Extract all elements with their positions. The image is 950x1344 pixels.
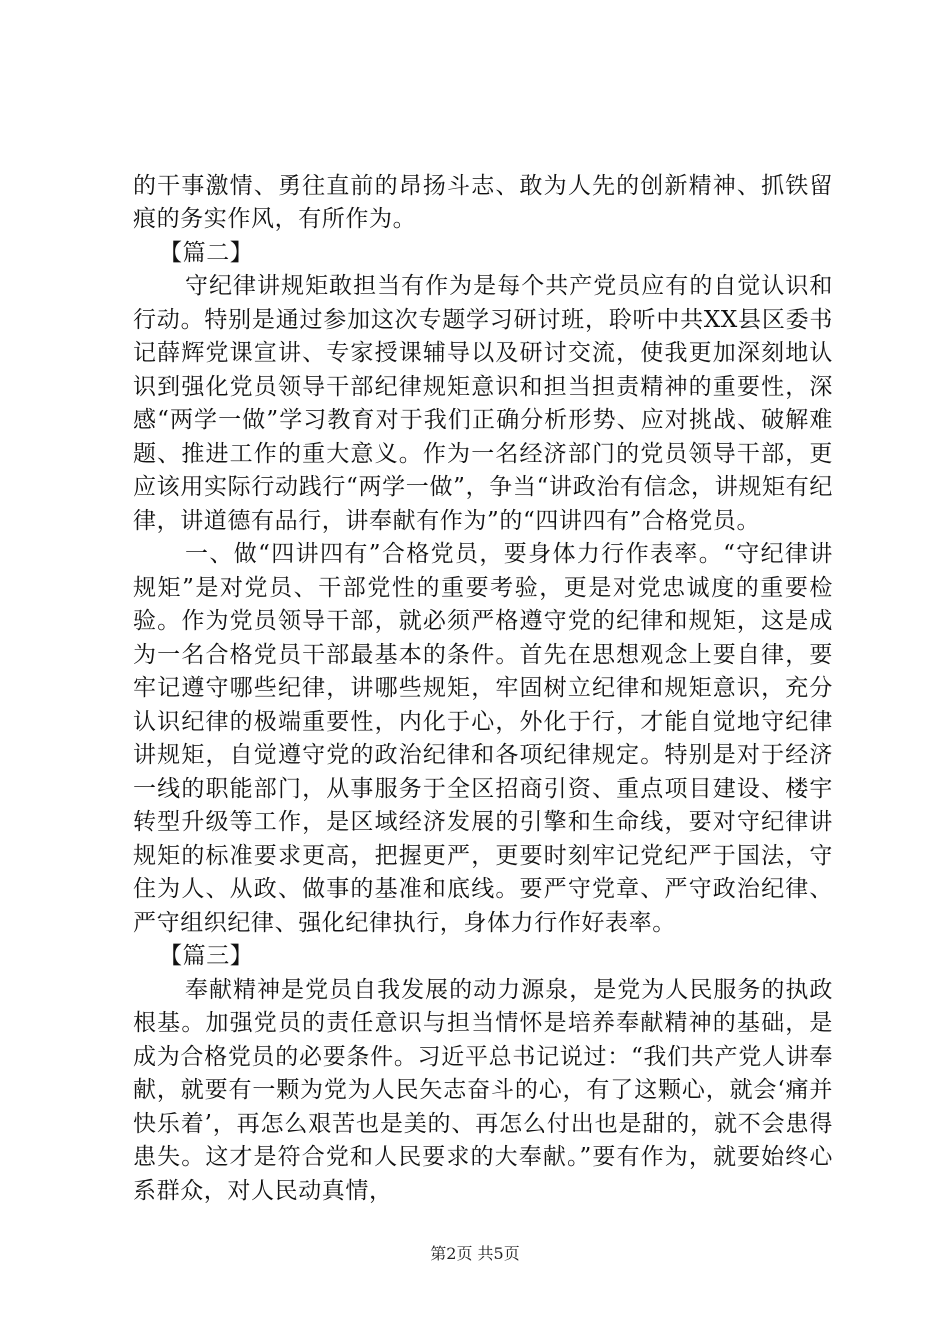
paragraph-continuation: 的干事激情、勇往直前的昂扬斗志、敢为人先的创新精神、抓铁留痕的务实作风，有所作为。 [133,173,833,233]
section-heading-part-three: 【篇三】 [159,943,254,970]
paragraph-point-one: 一、做“四讲四有”合格党员，要身体力行作表率。“守纪律讲规矩”是对党员、干部党性的重要考验，更是对党忠诚度的重要检验。作为党员领导干部，就必须严格遵守党的纪律和规矩，这是成为一名合格党员干部最基本的条件。首先在思想观念上要自律，要牢记遵守哪些纪律，讲哪些规矩，牢固树立纪律和规矩意识，充分认识纪律的极端重要性，内化于心，外化于行，才能自觉地守纪律讲规矩，自觉遵守党的政治纪律和各项纪律规定。特别是对于经济一线的职能部门，从事服务于全区招商引资、重点项目建设、楼宇转型升级等工作，是区域经济发展的引擎和生命线，要对守纪律讲规矩的标准要求更高，把握更严，更要时刻牢记党纪严于国法，守住为人、从政、做事的基准和底线。要严守党章、严守政治纪律、严守组织纪律、强化纪律执行，身体力行作好表率。 [133,541,833,936]
document-body [133,170,833,1208]
paragraph-intro-part-three: 奉献精神是党员自我发展的动力源泉，是党为人民服务的执政根基。加强党员的责任意识与担当情怀是培养奉献精神的基础，是成为合格党员的必要条件。习近平总书记说过：“我们共产党人讲奉献，就要有一颗为党为人民矢志奋斗的心，有了这颗心，就会‘痛并快乐着’，再怎么艰苦也是美的、再怎么付出也是甜的，就不会患得患失。这才是符合党和人民要求的大奉献。”要有作为，就要始终心系群众，对人民动真情， [133,976,833,1204]
section-heading-part-two: 【篇二】 [159,239,254,266]
page-number-footer: 第2页 共5页 [430,1244,520,1263]
paragraph-intro-part-two: 守纪律讲规矩敢担当有作为是每个共产党员应有的自觉认识和行动。特别是通过参加这次专题学习研讨班，聆听中共XX县区委书记薛辉党课宣讲、专家授课辅导以及研讨交流，使我更加深刻地认识到强化党员领导干部纪律规矩意识和担当担责精神的重要性，深感“两学一做”学习教育对于我们正确分析形势、应对挑战、破解难题、推进工作的重大意义。作为一名经济部门的党员领导干部，更应该用实际行动践行“两学一做”，争当“讲政治有信念，讲规矩有纪律，讲道德有品行，讲奉献有作为”的“四讲四有”合格党员。 [133,273,833,534]
